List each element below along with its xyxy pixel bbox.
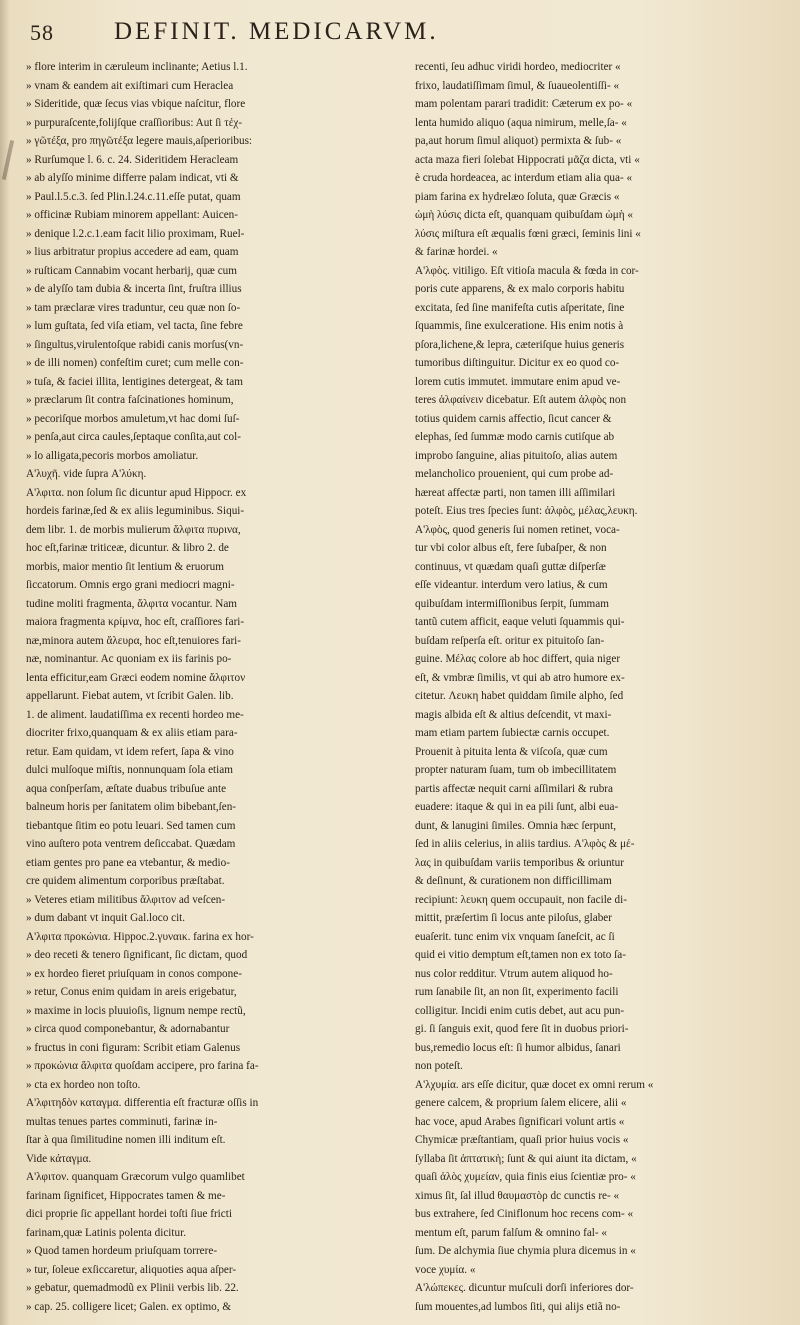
text-line: » cap. 25. colligere licet; Galen. ex optimo, & <box>26 1300 232 1313</box>
text-line: » γῶτέξα, pro πηγῶτέξα legere mauis,aſperioribus: <box>26 135 253 147</box>
text-line: pſora,lichene,& lepra, cæteriſque huius generis <box>415 338 625 351</box>
text-line: elephas, ſed ſummæ modo carnis cutiſque ab <box>415 431 615 443</box>
text-line: Α'λχυμία. ars eſſe dicitur, quæ docet ex omni rerum « <box>415 1078 654 1091</box>
text-line: Α'λυχῆ. vide ſupra Α'λύκη. <box>26 468 147 480</box>
text-line: » lo alligata,pecoris morbos amoliatur. <box>26 449 199 462</box>
text-line: nus color redditur. Vtrum autem aliquod ho- <box>415 967 613 980</box>
text-line: euadere: itaque & qui in ea pili ſunt, albi eua- <box>415 801 619 813</box>
text-line: tur vbi color albus eſt, fere ſubaſper, & non <box>415 542 607 554</box>
text-line: dulci mulſoque miſtis, nonnunquam ſola etiam <box>26 764 233 776</box>
text-line: quibuſdam intermiſſionibus ſerpit, ſummam <box>415 597 609 610</box>
text-line: Α'λφιτον. quanquam Græcorum vulgo quamlibet <box>26 1171 245 1183</box>
text-line: & deſinunt, & curationem non difficillimam <box>415 875 612 887</box>
page-header <box>22 18 782 58</box>
text-line: piam farina ex hydrelæo ſoluta, quæ Græcis « <box>415 190 620 203</box>
text-line: farinam,quæ Latinis polenta dicitur. <box>26 1226 187 1239</box>
text-line: 1. de aliment. laudatiſſima ex recenti hordeo me- <box>26 708 244 721</box>
text-line: retur. Eam quidam, vt idem refert, ſapa & vino <box>26 745 234 758</box>
text-line: ſtar à qua ſimilitudine nomen illi inditum eſt. <box>26 1134 226 1146</box>
text-line: mittit, præſertim ſi locus ante piloſus, glaber <box>415 912 612 924</box>
text-line: quaſi ἀλὸς χυμείαν, quia finis eius ſcientiæ pro- « <box>415 1171 636 1183</box>
text-line: magis albida eſt & altius deſcendit, vt maxi- <box>415 708 612 721</box>
text-line: etiam gentes pro pane ea vtebantur, & medio- <box>26 856 230 869</box>
text-line: aqua conſperſam, æſtate duabus tribuſue ante <box>26 782 227 795</box>
text-line: » retur, Conus enim quidam in areis erigebatur, <box>26 986 237 998</box>
page-number: 58 <box>30 20 54 45</box>
running-head: DEFINIT. MEDICARVM. <box>114 18 439 45</box>
text-line: Α'λφιτα προκώνια. Hippoc.2.γυναικ. farina ex hor- <box>26 930 254 943</box>
text-line: poris cute apparens, & ex malo corporis habitu <box>415 283 625 295</box>
text-line: Prouenit à pituita lenta & viſcoſa, quæ cum <box>415 745 608 758</box>
text-line: » Paul.l.5.c.3. ſed Plin.l.24.c.11.eſſe putat, quam <box>26 190 241 203</box>
text-line: recenti, ſeu adhuc viridi hordeo, mediocriter « <box>415 61 621 73</box>
text-line: tumoribus diſtinguitur. Dicitur ex eo quod co- <box>415 357 620 369</box>
text-line: excitata, ſed ſine manifeſta cutis aſperitate, ſine <box>415 301 625 314</box>
text-line: » ſingultus,virulentoſque rabidi canis morſus(vn- <box>26 338 244 351</box>
text-line: poteſt. Eius tres ſpecies ſunt: ἀλφὸς, μέλας,λευκη. <box>415 505 638 517</box>
text-line: eſt, & vmbræ ſimilis, vt qui ab atro humore ex- <box>415 671 625 684</box>
text-line: hæreat affectæ parti, non tamen illi aſſimilari <box>415 486 616 499</box>
text-line: buſdam reſperſa eſt. oritur ex pituitoſo ſan- <box>415 634 605 647</box>
text-line: dem libr. 1. de morbis mulierum ἄλφιτα πυρινα, <box>26 523 241 536</box>
text-line: hoc eſt,farinæ triticeæ, dicuntur. & libro 2. de <box>26 542 229 554</box>
text-line: voce χυμία. « <box>415 1263 476 1276</box>
text-line: » tam præclaræ vires traduntur, ceu quæ non ſo- <box>26 301 241 314</box>
text-line: maiora fragmenta κρίμνα, hoc eſt, craſſiores fari- <box>26 616 245 628</box>
text-line: Chymicæ præſtantiam, quaſi prior huius vocis « <box>415 1134 629 1146</box>
gutter-shadow <box>0 0 10 1325</box>
text-line: » Sideritide, quæ ſecus vias vbique naſcitur, flore <box>26 98 246 110</box>
text-line: vino auſtero pota ventrem deſiccabat. Quædam <box>26 838 236 850</box>
text-line: recipiunt: λευκη quem occupauit, non facile di- <box>415 893 627 906</box>
text-line: citetur. Λευκη habet quiddam ſimile alpho, ſed <box>415 690 624 702</box>
text-line: balneum horis per ſanitatem olim bibebant,ſen- <box>26 801 237 813</box>
text-line: λύσις miſtura eſt æqualis fœni græci, ſeminis lini « <box>415 227 641 240</box>
text-line: ſum. De alchymia ſiue chymia plura dicemus in « <box>415 1245 636 1257</box>
text-line: » officinæ Rubiam minorem appellant: Auicen- <box>26 209 238 221</box>
text-line: multas tenues partes comminuti, farinæ in- <box>26 1115 218 1128</box>
text-line: Vide κάταγμα. <box>26 1152 92 1165</box>
text-line: guine. Μέλας colore ab hoc differt, quia niger <box>415 653 621 665</box>
text-line: » circa quod componebantur, & adornabantur <box>26 1023 230 1035</box>
text-line: Α'λώπεκες. dicuntur muſculi dorſi inferiores dor- <box>415 1282 634 1294</box>
text-line: melancholico prouenient, qui cum probe ad- <box>415 468 614 480</box>
text-line: hac voce, apud Arabes ſignificari volunt artis « <box>415 1115 625 1128</box>
text-line: ſquammis, ſine exulceratione. His enim notis à <box>415 320 624 332</box>
right-column <box>415 58 779 1316</box>
text-line: lorem cutis immutet. immutare enim apud ve- <box>415 375 621 388</box>
text-line: euaſerit. tunc enim vix vnquam ſaneſcit, ac ſi <box>415 930 615 943</box>
text-line: Α'λφὸς. vitiligo. Eſt vitioſa macula & fœda in cor- <box>415 264 639 277</box>
text-line: farinam ſignificet, Hippocrates tamen & me- <box>26 1189 226 1202</box>
text-line: cre quidem alimentum corporibus præſtabat. <box>26 875 225 887</box>
text-line: Α'λφὸς, quod generis ſui nomen retinet, voca- <box>415 523 620 536</box>
text-line: » de alyſſo tam dubia & incerta ſint, fruſtra illius <box>26 283 242 295</box>
text-line: » dum dabant vt inquit Gal.loco cit. <box>26 912 186 924</box>
text-line: » Quod tamen hordeum priuſquam torrere- <box>26 1245 218 1257</box>
text-line: » Veteres etiam militibus ἄλφιτον ad veſcen- <box>26 893 226 906</box>
text-line: hordeis farinæ,ſed & ex aliis leguminibus. Siqui- <box>26 505 245 517</box>
text-line: » maxime in locis pluuioſis, lignum nempe rectũ, <box>26 1004 246 1017</box>
text-line: Α'λφιτα. non ſolum ſic dicuntur apud Hippocr. ex <box>26 486 247 499</box>
text-line: mentum eſt, parum falſum & omnino fal- « <box>415 1226 608 1239</box>
text-line: » lius arbitratur propius accedere ad eam, quam <box>26 246 239 258</box>
text-line: » cta ex hordeo non toſto. <box>26 1078 141 1091</box>
text-line: » Rurſumque l. 6. c. 24. Sideritidem Heracleam <box>26 153 239 166</box>
text-line: ximus ſit, ſal illud θαυμαστὸρ dc cunctis re- « <box>415 1189 620 1202</box>
text-line: morbis, maior mentio ſit lentium & eruorum <box>26 560 224 573</box>
text-line: » gebatur, quemadmodũ ex Plinii verbis lib. 22. <box>26 1282 239 1294</box>
text-line: » penſa,aut circa caules,ſeptaque conſita,aut col- <box>26 431 241 443</box>
text-line: » deo receti & tenero ſignificant, ſic dictam, quod <box>26 949 248 961</box>
text-line: » præclarum ſit contra faſcinationes hominum, <box>26 394 234 406</box>
text-line: propter naturam ſuam, tum ob imbecillitatem <box>415 764 617 776</box>
text-line: » pecoriſque morbos amuletum,vt hac domi ſuſ- <box>26 412 240 425</box>
text-line: eſſe videantur. interdum vero latius, & cum <box>415 579 608 591</box>
text-line: tudine moliti fragmenta, ἄλφιτα vocantur. Nam <box>26 597 237 610</box>
text-line: » purpuraſcente,folijſque craſſioribus: Aut ſi τέχ- <box>26 116 243 129</box>
text-line: Α'λφιτηδὸν καταγμα. differentia eſt fracturæ oſſis in <box>26 1097 259 1109</box>
text-line: » flore interim in cæruleum inclinante; Aetius l.1. <box>26 61 248 73</box>
text-line: teres ἀλφαίνειν dicebatur. Eſt autem ἀλφὸς non <box>415 394 627 406</box>
text-line: diocriter frixo,quanquam & ex aliis etiam para- <box>26 727 238 739</box>
text-line: bus extrahere, ſed Ciniflonum hoc recens com- « <box>415 1208 634 1220</box>
text-line: tiebantque ſitim eo potu leuari. Sed tamen cum <box>26 819 236 832</box>
text-line: acta maza fieri ſolebat Hippocrati μᾶζα dicta, vti « <box>415 153 640 166</box>
text-line: » denique l.2.c.1.eam facit lilio proximam, Ruel- <box>26 227 245 240</box>
text-line: bus,remedio locus eſt: ſi humor albidus, ſanari <box>415 1041 621 1054</box>
text-line: næ, nominantur. Ac quoniam ex iis farinis po- <box>26 653 232 665</box>
text-line: » ab alyſſo minime differre palam indicat, vti & <box>26 172 239 184</box>
text-line: improbo ſanguine, alias pituitoſo, alias autem <box>415 449 618 462</box>
text-line: partis affectæ nequit carni aſſimilari & rubra <box>415 782 613 795</box>
text-line: tantũ cutem afficit, eaque veluti ſquammis qui- <box>415 616 625 628</box>
text-line: » fructus in coni figuram: Scribit etiam Galenus <box>26 1041 241 1054</box>
text-line: gi. ſi ſanguis exit, quod fere ſit in duobus priori- <box>415 1023 629 1035</box>
text-line: lenta efficitur,eam Græci eodem nomine ἄλφιτον <box>26 671 246 684</box>
text-line: ſiccatorum. Omnis ergo grani mediocri magni- <box>26 579 235 591</box>
text-line: næ,minora autem ἄλευρα, hoc eſt,tenuiores fari- <box>26 634 242 647</box>
text-line: genere calcem, & proprium ſalem elicere, alii « <box>415 1097 627 1109</box>
text-line: » tur, ſoleue exſiccaretur, aliquoties aqua aſper- <box>26 1263 237 1276</box>
text-line: dici proprie ſic appellant hordei toſti ſiue fricti <box>26 1208 232 1220</box>
text-line: » προκώνια ἄλφιτα quoſdam accipere, pro farina fa- <box>26 1060 259 1072</box>
text-line: è cruda hordeacea, ac interdum etiam alia qua- « <box>415 172 633 184</box>
text-line: mam polentam parari tradidit: Cæterum ex po- « <box>415 98 633 110</box>
text-line: frixo, laudatiſſimam ſimul, & ſuaueolentiſſi- « <box>415 79 620 92</box>
text-line: appellarunt. Fiebat autem, vt ſcribit Galen. lib. <box>26 690 234 702</box>
text-line: ſum mouentes,ad lumbos ſiti, qui alijs etiã no- <box>415 1300 621 1313</box>
text-line: mam etiam partem ſubiectæ carnis occupet. <box>415 727 610 739</box>
text-line: ὠμὴ λύσις dicta eſt, quanquam quibuſdam ὠμὴ « <box>415 209 634 221</box>
text-line: » de illi nomen) confeſtim curet; cum melle con- <box>26 357 244 369</box>
text-line: » vnam & eandem ait exiſtimari cum Heraclea <box>26 79 234 92</box>
text-line: » lum guſtata, ſed viſa etiam, vel tacta, ſine febre <box>26 320 243 332</box>
text-line: » ruſticam Cannabim vocant herbarij, quæ cum <box>26 264 237 277</box>
text-line: totius quidem carnis affectio, ſicut cancer & <box>415 412 612 425</box>
text-line: » ex hordeo fieret priuſquam in conos compone- <box>26 967 242 980</box>
text-line: lenta humido aliquo (aqua nimirum, melle,ſa- « <box>415 116 627 129</box>
text-line: colligitur. Incidi enim cutis debet, aut acu pun- <box>415 1004 625 1017</box>
text-line: rum ſanabile ſit, an non ſit, experimento facili <box>415 986 619 998</box>
text-line: λας in quibuſdam variis temporibus & oriuntur <box>415 856 624 869</box>
text-line: quid ei vitio demptum eſt,tamen non ex toto ſa- <box>415 949 626 961</box>
text-line: non poteſt. <box>415 1060 463 1072</box>
text-line: dunt, & lanugini ſimiles. Omnia hæc ſerpunt, <box>415 819 617 832</box>
text-line: continuus, vt quædam quaſi guttæ diſperſæ <box>415 560 606 573</box>
text-line: ſed in aliis celerius, in aliis tardius. Α'λφὸς & μέ- <box>415 838 635 850</box>
text-line: & farinæ hordei. « <box>415 246 498 258</box>
text-line: pa,aut horum ſimul aliquot) permixta & ſub- « <box>415 135 622 147</box>
text-line: ſyllaba ſit ἀπτατικὴ; ſunt & qui aiunt ita dictam, « <box>415 1152 637 1165</box>
text-line: » tuſa, & faciei illita, lentigines detergeat, & tam <box>26 375 243 388</box>
left-column <box>26 58 381 1316</box>
